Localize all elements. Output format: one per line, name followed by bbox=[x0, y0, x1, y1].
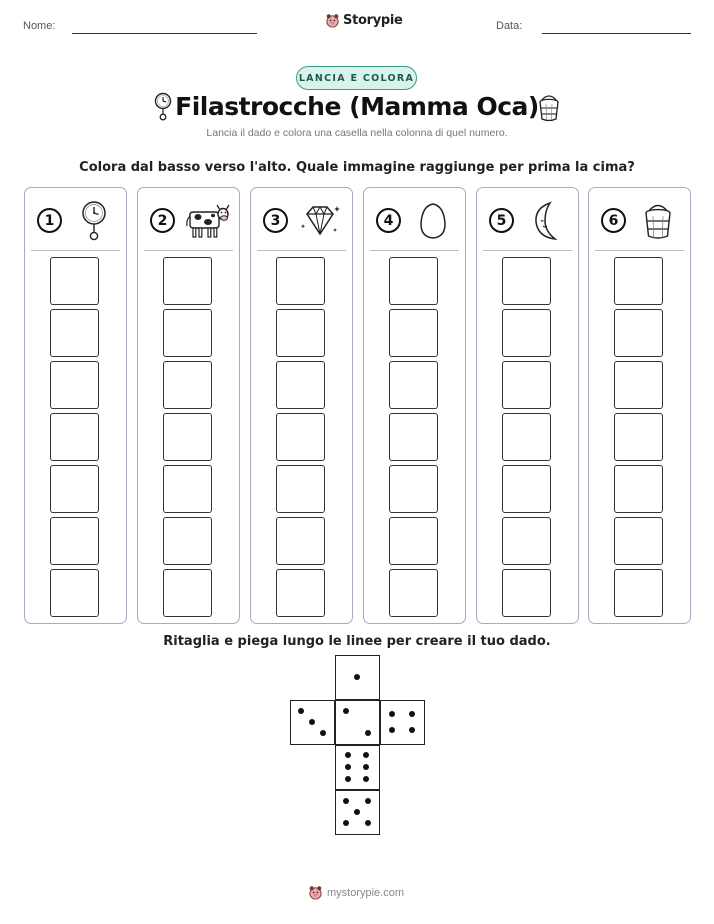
color-cell[interactable] bbox=[502, 257, 551, 305]
color-cell[interactable] bbox=[389, 309, 438, 357]
dice-pip bbox=[343, 798, 349, 804]
dice-pip bbox=[363, 752, 369, 758]
number-badge: 3 bbox=[263, 208, 288, 233]
dice-pip bbox=[409, 727, 415, 733]
dice-pip bbox=[389, 727, 395, 733]
race-columns bbox=[24, 187, 690, 624]
color-cell[interactable] bbox=[276, 465, 325, 513]
color-cell[interactable] bbox=[50, 413, 99, 461]
activity-badge: LANCIA E COLORA bbox=[296, 66, 417, 90]
column-header bbox=[251, 188, 352, 251]
color-cell[interactable] bbox=[50, 257, 99, 305]
name-line[interactable] bbox=[72, 33, 257, 34]
color-cell[interactable] bbox=[50, 569, 99, 617]
color-cell[interactable] bbox=[614, 413, 663, 461]
column-5 bbox=[476, 187, 579, 624]
color-cell[interactable] bbox=[276, 361, 325, 409]
color-cell[interactable] bbox=[502, 569, 551, 617]
column-divider bbox=[483, 250, 572, 251]
column-2 bbox=[137, 187, 240, 624]
number-badge: 4 bbox=[376, 208, 401, 233]
bucket-icon bbox=[635, 200, 681, 242]
bucket-icon bbox=[536, 92, 562, 122]
color-cell[interactable] bbox=[163, 465, 212, 513]
dice-face-6[interactable] bbox=[335, 745, 380, 790]
column-6 bbox=[588, 187, 691, 624]
dice-pip bbox=[365, 820, 371, 826]
name-label: Nome: bbox=[23, 20, 56, 32]
dice-face-2[interactable] bbox=[335, 700, 380, 745]
color-cell[interactable] bbox=[163, 361, 212, 409]
color-cell[interactable] bbox=[389, 361, 438, 409]
dice-pip bbox=[345, 752, 351, 758]
dice-face-3[interactable] bbox=[290, 700, 335, 745]
dice-pip bbox=[365, 798, 371, 804]
color-cell[interactable] bbox=[50, 465, 99, 513]
dice-pip bbox=[354, 674, 360, 680]
dice-pip bbox=[363, 764, 369, 770]
color-cell[interactable] bbox=[502, 309, 551, 357]
dice-face-4[interactable] bbox=[380, 700, 425, 745]
instruction: Colora dal basso verso l'alto. Quale immagine raggiunge per prima la cima? bbox=[79, 160, 635, 175]
color-cell[interactable] bbox=[614, 361, 663, 409]
color-cell[interactable] bbox=[502, 465, 551, 513]
column-4 bbox=[363, 187, 466, 624]
color-cell[interactable] bbox=[614, 569, 663, 617]
color-cell[interactable] bbox=[276, 517, 325, 565]
color-cell[interactable] bbox=[50, 309, 99, 357]
dice-pip bbox=[354, 809, 360, 815]
dice-pip bbox=[363, 776, 369, 782]
dice-face-5[interactable] bbox=[335, 790, 380, 835]
date-label: Data: bbox=[496, 20, 523, 32]
color-cell[interactable] bbox=[614, 309, 663, 357]
color-cell[interactable] bbox=[389, 517, 438, 565]
cut-instruction: Ritaglia e piega lungo le linee per creare il tuo dado. bbox=[163, 634, 551, 649]
dice-pip bbox=[345, 776, 351, 782]
pendulum-clock-icon bbox=[71, 200, 117, 242]
column-header bbox=[25, 188, 126, 251]
dice-pip bbox=[343, 820, 349, 826]
column-header bbox=[589, 188, 690, 251]
column-1 bbox=[24, 187, 127, 624]
dice-pip bbox=[389, 711, 395, 717]
number-badge: 5 bbox=[489, 208, 514, 233]
color-cell[interactable] bbox=[389, 257, 438, 305]
pig-mascot-icon bbox=[325, 13, 340, 28]
color-cell[interactable] bbox=[614, 257, 663, 305]
color-cell[interactable] bbox=[163, 257, 212, 305]
dice-pip bbox=[320, 730, 326, 736]
number-badge: 6 bbox=[601, 208, 626, 233]
color-cell[interactable] bbox=[50, 361, 99, 409]
color-cell[interactable] bbox=[389, 569, 438, 617]
dice-net[interactable] bbox=[290, 655, 426, 835]
dice-pip bbox=[365, 730, 371, 736]
column-header bbox=[364, 188, 465, 251]
dice-pip bbox=[343, 708, 349, 714]
column-divider bbox=[31, 250, 120, 251]
footer-url: mystorypie.com bbox=[327, 886, 405, 899]
dice-pip bbox=[409, 711, 415, 717]
dice-pip bbox=[298, 708, 304, 714]
dice-pip bbox=[309, 719, 315, 725]
footer bbox=[308, 885, 404, 900]
column-header bbox=[477, 188, 578, 251]
column-header bbox=[138, 188, 239, 251]
color-cell[interactable] bbox=[502, 361, 551, 409]
page-title: Filastrocche (Mamma Oca) bbox=[175, 92, 539, 121]
number-badge: 2 bbox=[150, 208, 175, 233]
color-cell[interactable] bbox=[502, 413, 551, 461]
pig-mascot-icon bbox=[308, 885, 323, 900]
color-cell[interactable] bbox=[163, 517, 212, 565]
moon-icon bbox=[523, 200, 569, 242]
brand-logo bbox=[325, 13, 403, 28]
color-cell[interactable] bbox=[389, 413, 438, 461]
column-3 bbox=[250, 187, 353, 624]
column-divider bbox=[257, 250, 346, 251]
color-cell[interactable] bbox=[614, 517, 663, 565]
color-cell[interactable] bbox=[614, 465, 663, 513]
egg-icon bbox=[410, 200, 456, 242]
color-cell[interactable] bbox=[389, 465, 438, 513]
color-cell[interactable] bbox=[276, 309, 325, 357]
dice-pip bbox=[345, 764, 351, 770]
color-cell[interactable] bbox=[276, 569, 325, 617]
diamond-icon bbox=[297, 200, 343, 242]
color-cell[interactable] bbox=[163, 309, 212, 357]
brand-name: Storypie bbox=[343, 13, 403, 28]
column-divider bbox=[370, 250, 459, 251]
color-cell[interactable] bbox=[163, 569, 212, 617]
color-cell[interactable] bbox=[276, 257, 325, 305]
subtitle: Lancia il dado e colora una casella nella colonna di quel numero. bbox=[206, 127, 508, 139]
date-line[interactable] bbox=[542, 33, 691, 34]
column-divider bbox=[595, 250, 684, 251]
color-cell[interactable] bbox=[502, 517, 551, 565]
color-cell[interactable] bbox=[276, 413, 325, 461]
cow-icon bbox=[184, 200, 230, 242]
dice-face-1[interactable] bbox=[335, 655, 380, 700]
color-cell[interactable] bbox=[50, 517, 99, 565]
column-divider bbox=[144, 250, 233, 251]
color-cell[interactable] bbox=[163, 413, 212, 461]
number-badge: 1 bbox=[37, 208, 62, 233]
